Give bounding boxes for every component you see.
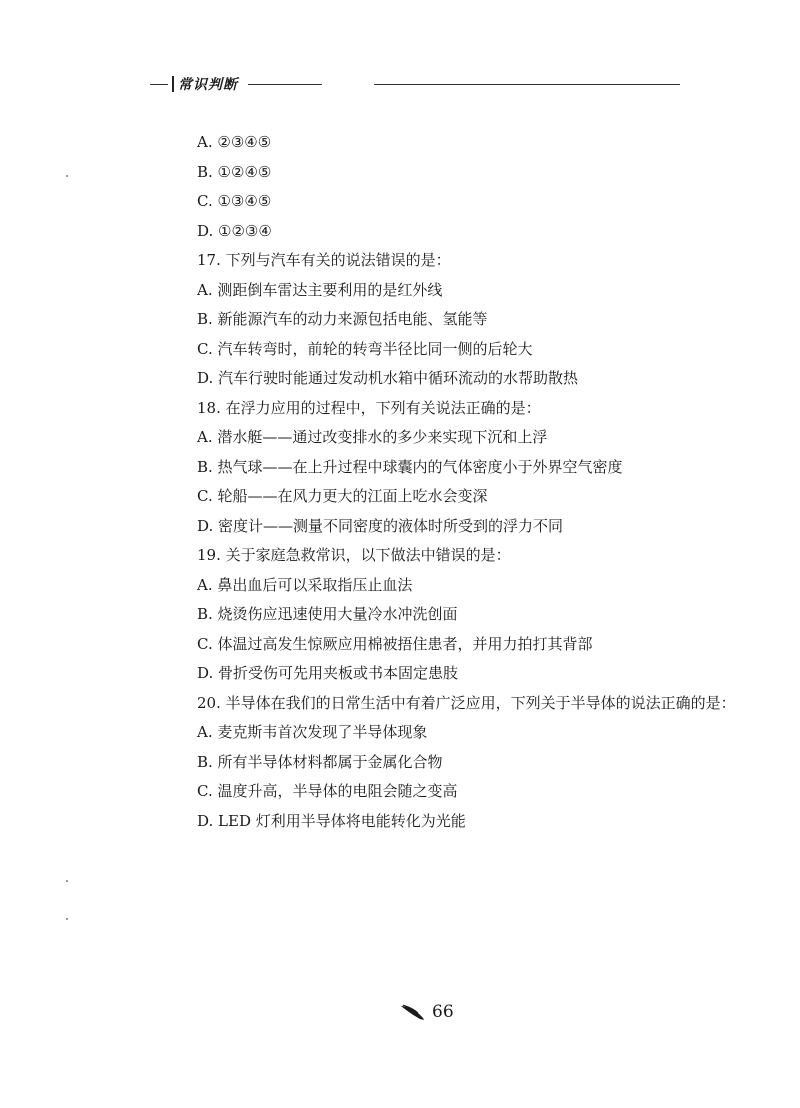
section-title: 常识判断 (178, 77, 238, 93)
margin-speck (66, 880, 68, 882)
text-line: B. 烧烫伤应迅速使用大量冷水冲洗创面 (197, 605, 458, 623)
page-number: 66 (432, 1002, 454, 1022)
text-line: D. 密度计——测量不同密度的液体时所受到的浮力不同 (197, 516, 564, 535)
quill-pen-icon (400, 1003, 426, 1021)
question-stem: 20. 半导体在我们的日常生活中有着广泛应用，下列关于半导体的说法正确的是： (197, 693, 736, 712)
text-line: B. ①②④⑤ (197, 162, 272, 181)
text-line: B. 热气球——在上升过程中球囊内的气体密度小于外界空气密度 (197, 457, 623, 476)
text-line: D. ①②③④ (197, 221, 272, 240)
header-rule (248, 84, 322, 85)
question-list (197, 128, 777, 836)
header-tick (150, 84, 168, 85)
text-line: A. 潜水艇——通过改变排水的多少来实现下沉和上浮 (197, 428, 548, 446)
question-stem: 19. 关于家庭急救常识，以下做法中错误的是： (197, 546, 511, 564)
header-rule-long (374, 84, 680, 85)
text-line: D. 汽车行驶时能通过发动机水箱中循环流动的水帮助散热 (197, 369, 579, 387)
text-line: C. 汽车转弯时，前轮的转弯半径比同一侧的后轮大 (197, 339, 533, 358)
text-line: C. 体温过高发生惊厥应用棉被捂住患者，并用力拍打其背部 (197, 634, 593, 653)
text-line: D. LED 灯利用半导体将电能转化为光能 (197, 811, 466, 830)
text-line: D. 骨折受伤可先用夹板或书本固定患肢 (197, 664, 459, 682)
text-line: C. 轮船——在风力更大的江面上吃水会变深 (197, 487, 488, 505)
text-line: B. 新能源汽车的动力来源包括电能、氢能等 (197, 310, 488, 328)
question-stem: 17. 下列与汽车有关的说法错误的是： (197, 251, 451, 269)
text-line: C. ①③④⑤ (197, 192, 272, 210)
header-bar (172, 76, 174, 92)
text-line: A. ②③④⑤ (197, 133, 272, 151)
text-line: A. 麦克斯韦首次发现了半导体现象 (197, 723, 428, 741)
text-line: A. 鼻出血后可以采取指压止血法 (197, 575, 413, 594)
running-header (150, 74, 680, 96)
text-line: B. 所有半导体材料都属于金属化合物 (197, 752, 443, 771)
margin-speck (66, 175, 68, 177)
question-stem: 18. 在浮力应用的过程中，下列有关说法正确的是： (197, 398, 541, 417)
page-footer (400, 1000, 454, 1024)
text-line: C. 温度升高，半导体的电阻会随之变高 (197, 782, 458, 800)
margin-speck (66, 918, 68, 920)
text-line: A. 测距倒车雷达主要利用的是红外线 (197, 280, 443, 299)
